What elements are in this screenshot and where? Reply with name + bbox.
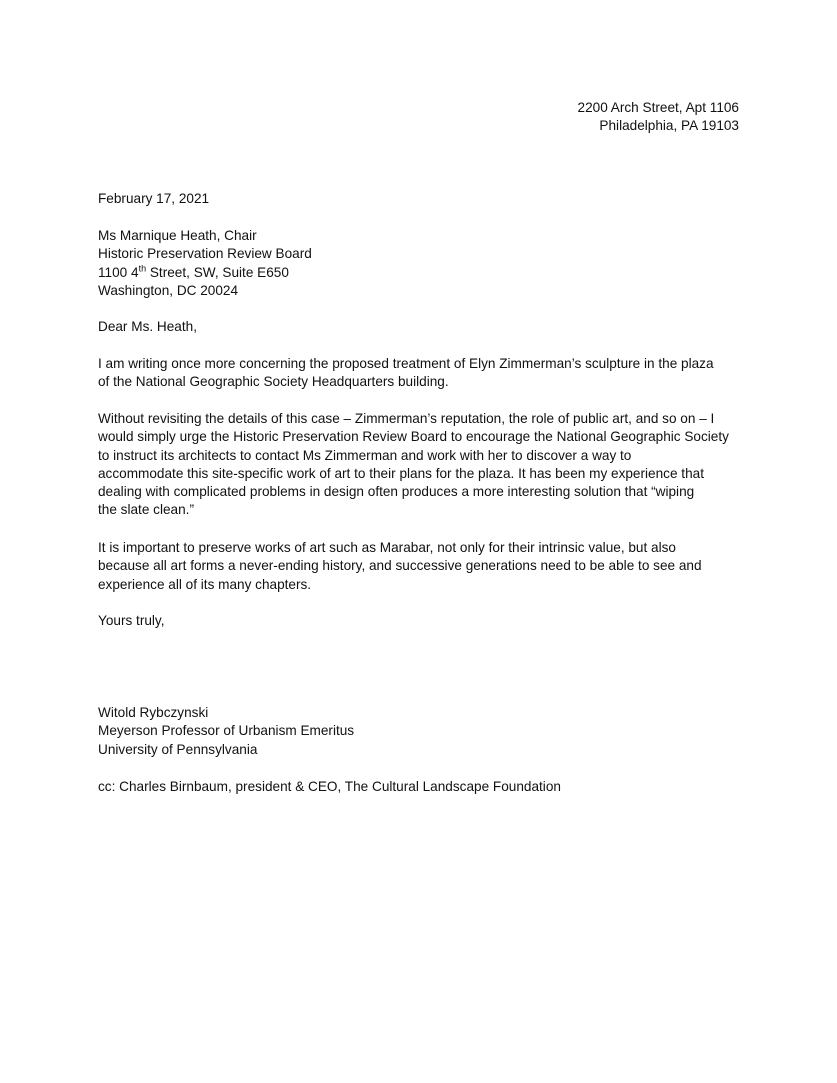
letter-date: February 17, 2021 [98,191,210,206]
closing: Yours truly, [98,613,165,628]
sender-address-line-1: 2200 Arch Street, Apt 1106 [577,100,739,115]
paragraph-2-line: would simply urge the Historic Preservation Review Board to encourage the National Geographic Society [98,429,729,445]
paragraph-2-line: accommodate this site-specific work of art to their plans for the plaza. It has been my experience that [98,465,704,481]
paragraph-1-line: of the National Geographic Society Headquarters building. [98,374,449,390]
letter-date-block [98,190,738,208]
signature-institution: University of Pennsylvania [98,741,258,757]
signature-title: Meyerson Professor of Urbanism Emeritus [98,723,355,739]
paragraph-3-line: It is important to preserve works of art such as Marabar, not only for their intrinsic value, but also [98,540,676,555]
recipient-street-rest: Street, SW, Suite E650 [146,264,289,280]
recipient-street-number: 1100 4 [98,264,139,280]
paragraph-1 [98,355,738,392]
signature-block [98,704,738,759]
paragraph-3 [98,539,738,594]
paragraph-3-line: experience all of its many chapters. [98,576,312,592]
paragraph-2-line: dealing with complicated problems in design often produces a more interesting solution that “wiping [98,484,695,500]
salutation: Dear Ms. Heath, [98,319,197,334]
recipient-address [98,227,738,300]
paragraph-2-line: Without revisiting the details of this case – Zimmerman’s reputation, the role of public art, and so on – I [98,411,715,426]
sender-address-line-2: Philadelphia, PA 19103 [599,118,739,134]
paragraph-2 [98,410,738,520]
closing-block [98,612,738,630]
paragraph-2-line: to instruct its architects to contact Ms Zimmerman and work with her to discover a way to [98,447,632,463]
recipient-org: Historic Preservation Review Board [98,246,312,262]
sender-address [578,99,739,136]
recipient-name: Ms Marnique Heath, Chair [98,228,257,243]
paragraph-2-line: the slate clean.” [98,502,194,518]
cc-line: cc: Charles Birnbaum, president & CEO, The Cultural Landscape Foundation [98,779,561,794]
salutation-block [98,318,738,336]
cc-block [98,778,738,796]
paragraph-3-line: because all art forms a never-ending history, and successive generations need to be able to see and [98,558,702,574]
recipient-street-suffix: th [138,263,147,274]
signature-name: Witold Rybczynski [98,705,209,720]
recipient-city: Washington, DC 20024 [98,282,239,298]
paragraph-1-line: I am writing once more concerning the proposed treatment of Elyn Zimmerman’s sculpture in the plaza [98,356,714,371]
recipient-street [98,264,738,282]
